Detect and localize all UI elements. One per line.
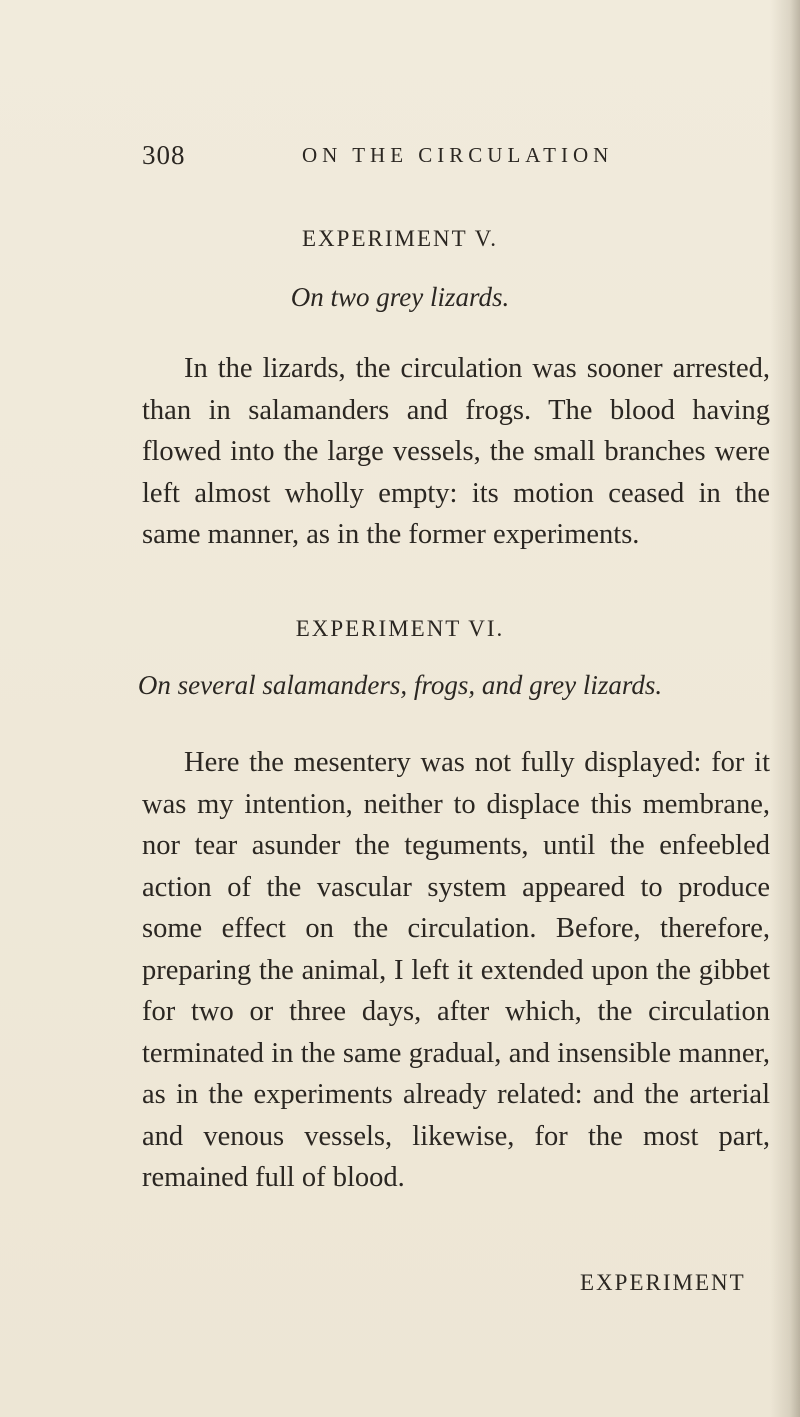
catchword: EXPERIMENT: [580, 1270, 746, 1295]
experiment-5-subheading: On two grey lizards.: [290, 282, 510, 312]
running-title: ON THE CIRCULATION: [302, 143, 614, 167]
running-head: [142, 140, 762, 180]
experiment-5-body: In the lizards, the circulation was sooner arrested, than in salamanders and frogs. The blood having flowed into the large vessels, the small branches were left almost wholly empty: its motion ceased in the same manner, as in the former experiments.: [142, 353, 770, 550]
page-number: 308: [142, 140, 186, 170]
experiment-6-heading: EXPERIMENT VI.: [295, 616, 505, 641]
experiment-6-subheading: On several salamanders, frogs, and grey lizards.: [137, 670, 663, 700]
experiment-6-body: Here the mesentery was not fully displayed: for it was my intention, neither to displace this membrane, nor tear asunder the teguments, until the enfeebled action of the vascular system appeared to produce some effect on the circulation. Before, therefore, preparing the animal, I left it extended upon the gibbet for two or three days, after which, the circulation terminated in the same gradual, and insensible manner, as in the experiments already related: and the arterial and venous vessels, likewise, for the most part, remained full of blood.: [142, 747, 770, 1193]
experiment-5-heading: EXPERIMENT V.: [302, 226, 498, 251]
